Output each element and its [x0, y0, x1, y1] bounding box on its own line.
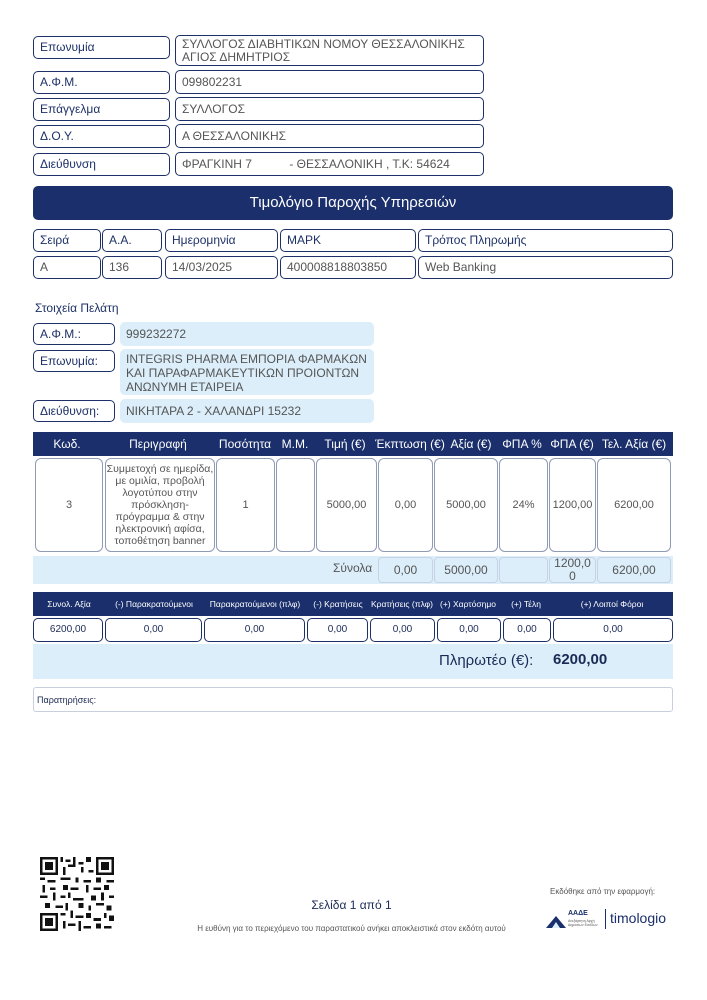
- th-vat-percent: ΦΠΑ %: [502, 437, 542, 451]
- customer-address-value: ΝΙΚΗΤΑΡΑ 2 - ΧΑΛΑΝΔΡΙ 15232: [120, 399, 374, 423]
- th-quantity: Ποσότητα: [218, 437, 272, 451]
- issuer-afm-label: Α.Φ.Μ.: [33, 71, 170, 94]
- sv-withheld-info: 0,00: [204, 618, 305, 642]
- totals-vat-amount-line1: 1200,0: [554, 556, 591, 570]
- row-discount: 0,00: [378, 458, 433, 552]
- description-line: ηλεκτρονική αφίσα,: [115, 523, 205, 535]
- issued-by-text: Εκδόθηκε από την εφαρμογή:: [550, 887, 656, 896]
- issuer-address-label: Διεύθυνση: [33, 153, 170, 176]
- sh-stamp-duty: (+) Χαρτόσημο: [440, 599, 496, 609]
- row-vat-percent: 24%: [499, 458, 548, 552]
- sh-withheld-info: Παρακρατούμενοι (πλφ): [209, 599, 301, 609]
- table-row: [33, 458, 673, 554]
- customer-name-line3: ΑΝΩΝΥΜΗ ΕΤΑΙΡΕΙΑ: [126, 380, 244, 394]
- summary-header: [33, 592, 673, 616]
- items-totals-row: [33, 556, 673, 584]
- aade-subtitle: Ανεξάρτητη Αρχή Δημοσίων Εσόδων: [568, 919, 598, 927]
- row-total: 6200,00: [597, 458, 671, 552]
- totals-label: Σύνολα: [333, 561, 373, 575]
- qr-code: [40, 857, 114, 931]
- sh-total-value: Συνολ. Αξία: [47, 599, 91, 609]
- th-discount: Έκπτωση (€): [375, 437, 445, 451]
- sv-withheld: 0,00: [105, 618, 202, 642]
- th-value: Αξία (€): [450, 437, 492, 451]
- sv-stamp-duty: 0,00: [437, 618, 501, 642]
- issuer-name-line1: ΣΥΛΛΟΓΟΣ ΔΙΑΒΗΤΙΚΩΝ ΝΟΜΟΥ ΘΕΣΣΑΛΟΝΙΚΗΣ: [182, 37, 465, 51]
- issuer-name-line2: ΑΓΙΟΣ ΔΗΜΗΤΡΙΟΣ: [182, 50, 291, 64]
- customer-address-label: Διεύθυνση:: [33, 400, 115, 422]
- aade-logo: [546, 910, 604, 930]
- sv-total-value: 6200,00: [33, 618, 103, 642]
- doc-info-header-date: Ημερομηνία: [165, 229, 278, 252]
- payable-value: 6200,00: [553, 651, 608, 668]
- doc-info-series: Α: [33, 256, 101, 279]
- page-number: Σελίδα 1 από 1: [311, 898, 392, 912]
- issuer-name-label: Επωνυμία: [33, 36, 170, 59]
- totals-vat-amount: [549, 557, 596, 583]
- customer-name-value: [120, 349, 374, 395]
- sv-deductions-info: 0,00: [370, 618, 435, 642]
- row-vat-amount: 1200,00: [549, 458, 596, 552]
- issuer-address-value: [175, 152, 484, 176]
- doc-info-header-series: Σειρά: [33, 229, 101, 252]
- sh-deductions-info: Κρατήσεις (πλφ): [370, 599, 434, 609]
- issuer-doy-label: Δ.Ο.Υ.: [33, 125, 170, 148]
- row-quantity: 1: [216, 458, 275, 552]
- customer-section-title: Στοιχεία Πελάτη: [35, 301, 119, 315]
- issuer-profession-value: ΣΥΛΛΟΓΟΣ: [175, 97, 484, 121]
- description-line: Συμμετοχή σε ημερίδα,: [106, 463, 214, 475]
- doc-info-payment: Web Banking: [418, 256, 673, 279]
- sh-other-taxes: (+) Λοιποί Φόροι: [580, 599, 644, 609]
- footer-disclaimer: Η ευθύνη για το περιεχόμενο του παραστατικού ανήκει αποκλειστικά στον εκδότη αυτού: [197, 924, 506, 933]
- aade-logo-text: ΑΑΔΕ: [568, 910, 588, 917]
- doc-info-header-payment: Τρόπος Πληρωμής: [418, 229, 673, 252]
- row-value: 5000,00: [434, 458, 498, 552]
- totals-total: 6200,00: [597, 557, 671, 583]
- sv-deductions: 0,00: [307, 618, 368, 642]
- description-line: με ομιλία, προβολή: [115, 475, 205, 487]
- row-unit: [276, 458, 315, 552]
- logo-divider: [605, 909, 606, 929]
- issuer-address-city: - ΘΕΣΣΑΛΟΝΙΚΗ , Τ.Κ: 54624: [289, 157, 450, 171]
- th-unit: Μ.Μ.: [281, 437, 309, 451]
- totals-vat-percent: [499, 557, 548, 583]
- sv-other-taxes: 0,00: [553, 618, 673, 642]
- totals-discount: 0,00: [378, 557, 433, 583]
- app-name: timologio: [610, 910, 667, 926]
- issuer-profession-label: Επάγγελμα: [33, 98, 170, 121]
- th-vat-amount: ΦΠΑ (€): [550, 437, 594, 451]
- sh-withheld: (-) Παρακρατούμενοι: [115, 599, 193, 609]
- doc-info-mark: 400008818803850: [280, 256, 416, 279]
- issuer-address-street: ΦΡΑΓΚΙΝΗ 7: [182, 157, 252, 171]
- issuer-afm-value: 099802231: [175, 70, 484, 94]
- issuer-doy-value: Α ΘΕΣΣΑΛΟΝΙΚΗΣ: [175, 124, 484, 148]
- sh-fees: (+) Τέλη: [511, 599, 541, 609]
- doc-info-aa: 136: [102, 256, 162, 279]
- remarks-label: Παρατηρήσεις:: [37, 695, 97, 705]
- th-description: Περιγραφή: [129, 437, 187, 451]
- doc-info-date: 14/03/2025: [165, 256, 278, 279]
- customer-name-line1: INTEGRIS PHARMA ΕΜΠΟΡΙΑ ΦΑΡΜΑΚΩΝ: [126, 352, 367, 366]
- payable-box: [33, 644, 673, 679]
- description-line: τοποθέτηση banner: [114, 535, 206, 547]
- row-description: [105, 458, 215, 552]
- document-title: Τιμολόγιο Παροχής Υπηρεσιών: [33, 186, 673, 220]
- aade-logo-icon: [546, 912, 566, 928]
- description-line: πρόσκληση-: [131, 499, 189, 511]
- doc-info-header-mark: ΜΑΡΚ: [280, 229, 416, 252]
- customer-name-label: Επωνυμία:: [33, 350, 115, 372]
- customer-afm-value: 999232272: [120, 322, 374, 346]
- customer-afm-label: Α.Φ.Μ.:: [33, 323, 115, 345]
- th-total: Τελ. Αξία (€): [601, 437, 667, 451]
- issuer-name-value: [175, 35, 484, 66]
- remarks-box: [33, 687, 673, 712]
- payable-label: Πληρωτέο (€):: [439, 652, 534, 669]
- items-table-header: [33, 432, 673, 456]
- sv-fees: 0,00: [503, 618, 551, 642]
- qr-code-icon: [40, 857, 114, 931]
- totals-value: 5000,00: [434, 557, 498, 583]
- th-price: Τιμή (€): [324, 437, 366, 451]
- row-price: 5000,00: [316, 458, 377, 552]
- th-code: Κωδ.: [53, 437, 81, 451]
- doc-info-header-aa: Α.Α.: [102, 229, 162, 252]
- row-code: 3: [35, 458, 103, 552]
- description-line: πρόγραμμα & στην: [115, 511, 205, 523]
- description-line: λογοτύπου στην: [122, 487, 198, 499]
- sh-deductions: (-) Κρατήσεις: [313, 599, 363, 609]
- customer-name-line2: ΚΑΙ ΠΑΡΑΦΑΡΜΑΚΕΥΤΙΚΩΝ ΠΡΟΙΟΝΤΩΝ: [126, 366, 360, 380]
- totals-vat-amount-line2: 0: [569, 569, 576, 583]
